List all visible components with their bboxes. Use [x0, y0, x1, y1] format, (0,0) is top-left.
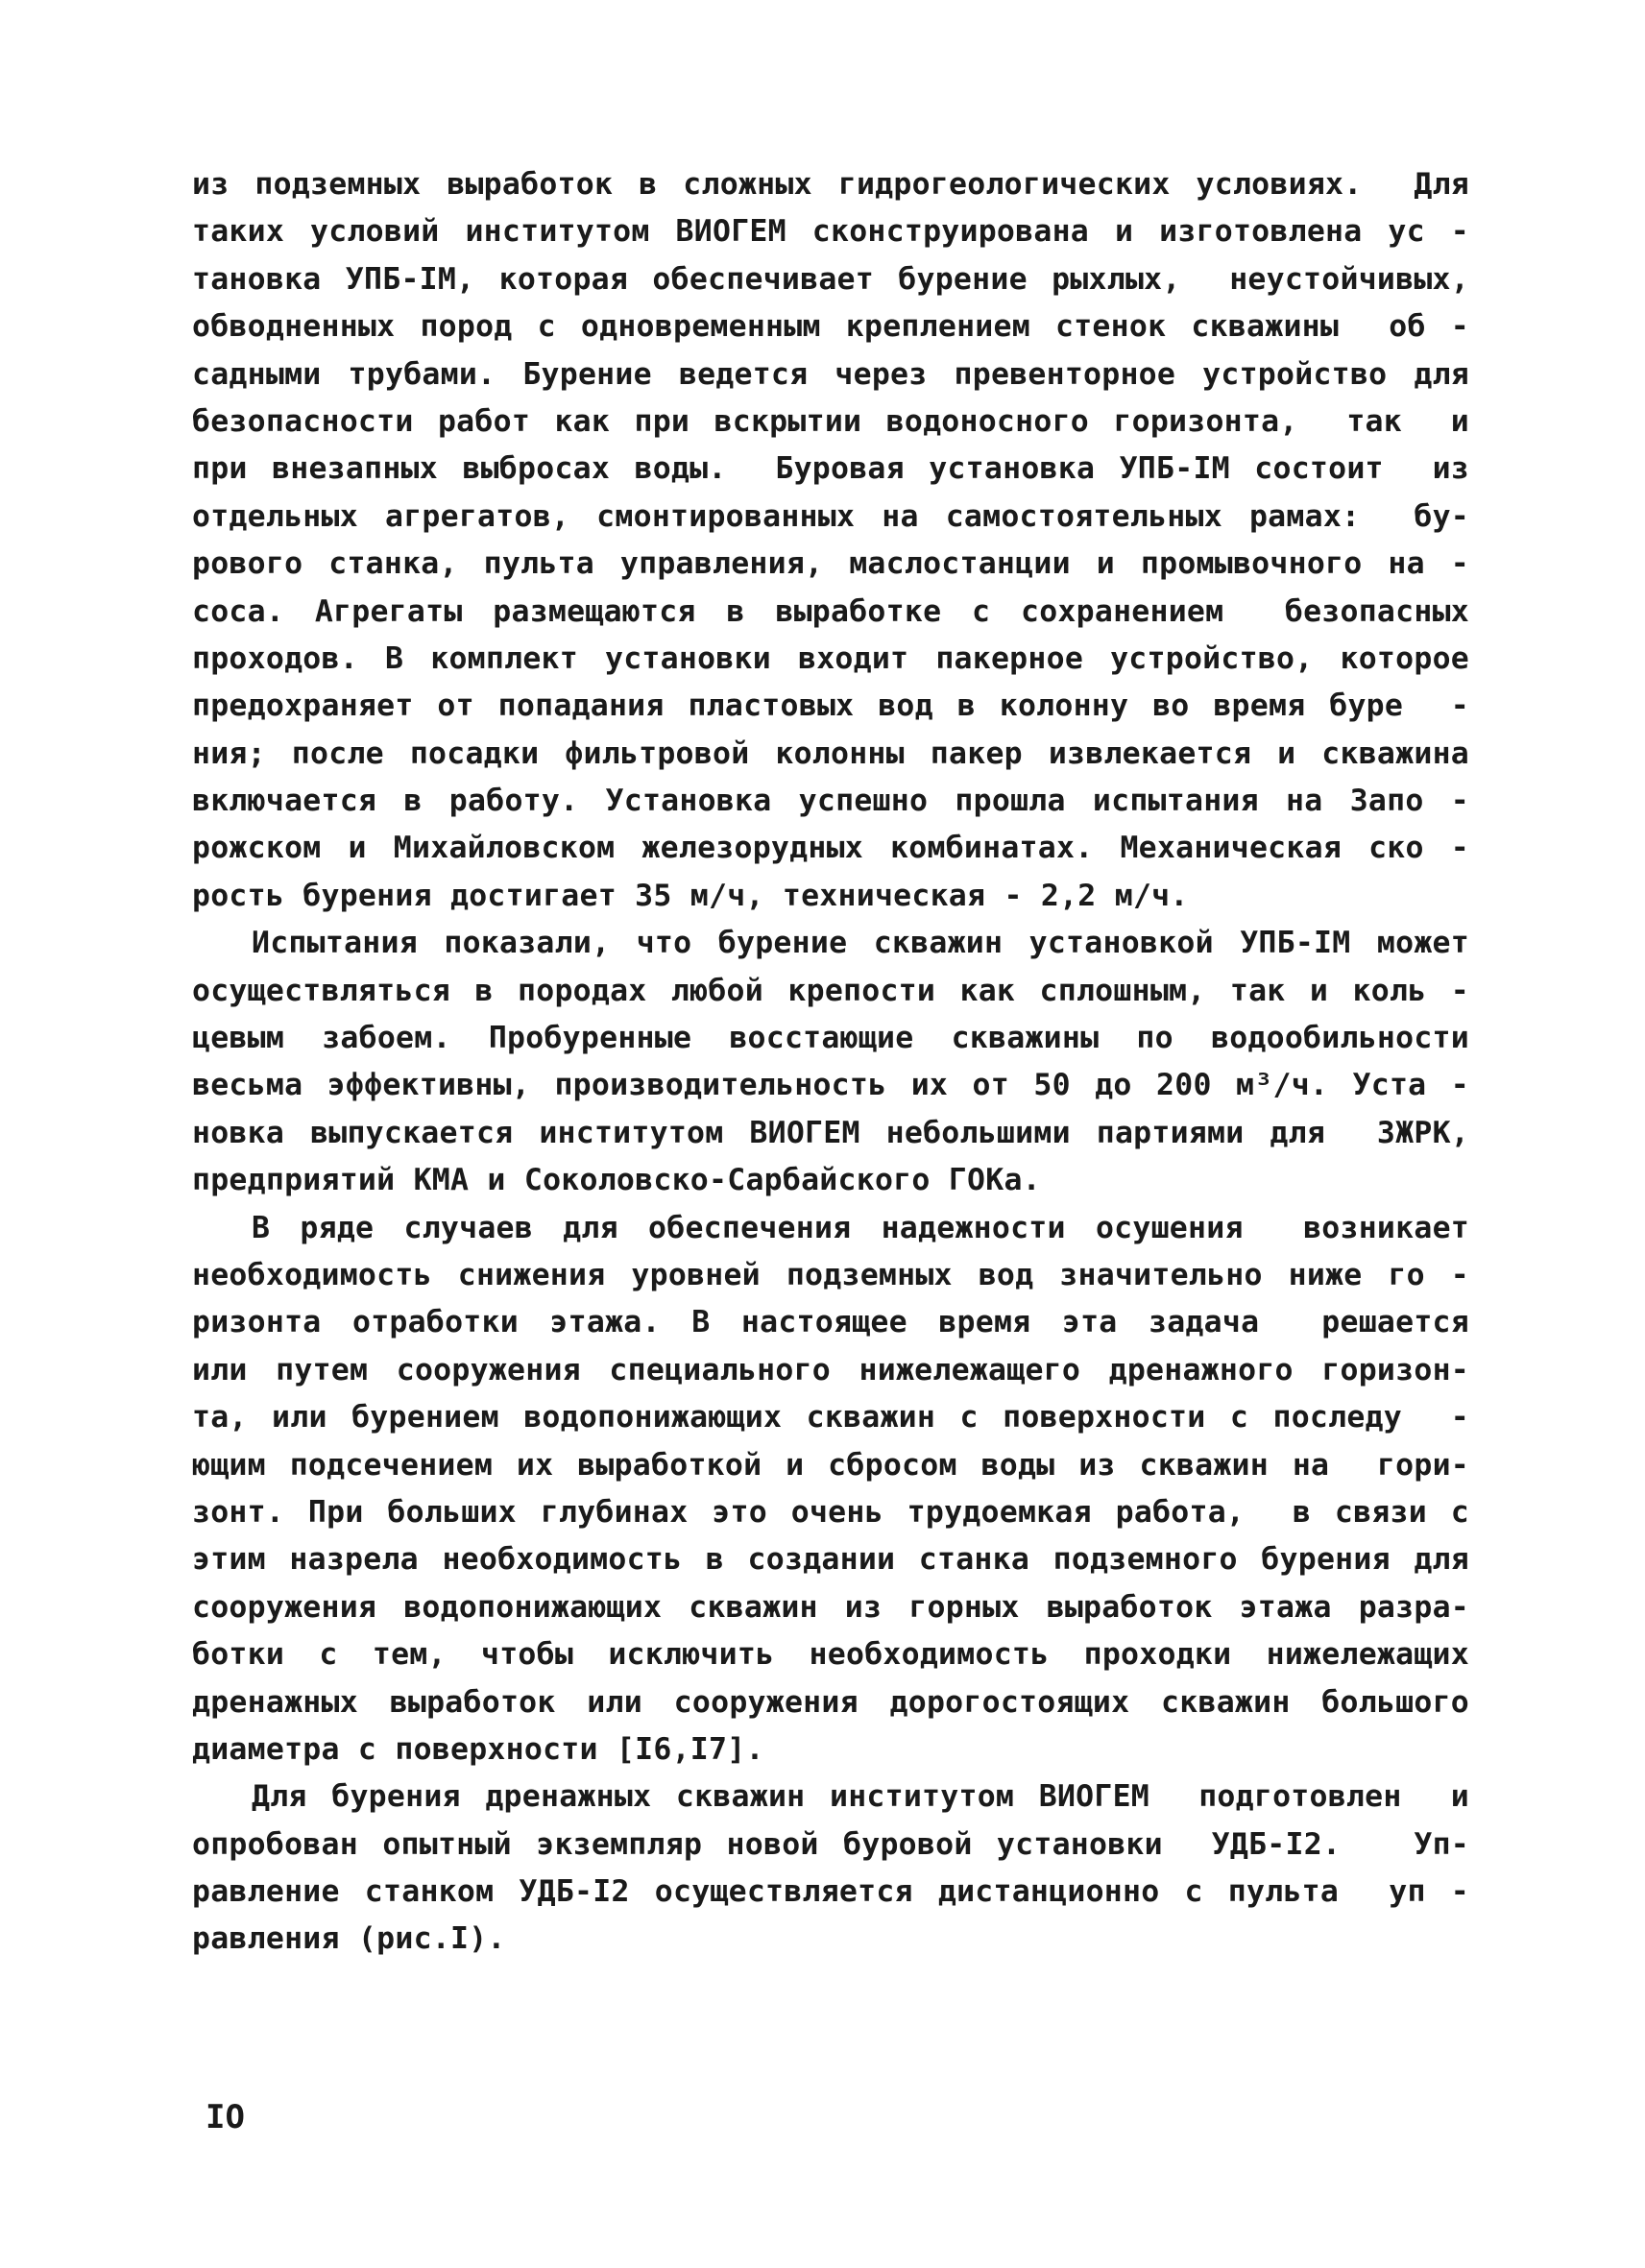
paragraph-1-line-13: ния; после посадки фильтровой колонны пакер извлекается и скважина	[192, 736, 1469, 771]
paragraph-1-line-4: обводненных пород с одновременным креплением стенок скважины об -	[192, 309, 1469, 345]
paragraph-1-line-3: тановка УПБ-IM, которая обеспечивает бурение рыхлых, неустойчивых,	[192, 261, 1469, 297]
paragraph-2-line-6: предприятий КМА и Соколовско-Сарбайского ГОКа.	[192, 1163, 1041, 1198]
paragraph-1-line-6: безопасности работ как при вскрытии водоносного горизонта, так и	[192, 403, 1469, 439]
paragraph-2-line-1: Испытания показали, что бурение скважин установкой УПБ-IM может	[252, 926, 1469, 961]
paragraph-4-line-2: опробован опытный экземпляр новой буровой установки УДБ-I2. Уп-	[192, 1826, 1469, 1862]
paragraph-3-line-11: дренажных выработок или сооружения дорогостоящих скважин большого	[192, 1684, 1469, 1720]
paragraph-3-line-6: ющим подсечением их выработкой и сбросом воды из скважин на гори-	[192, 1447, 1469, 1483]
paragraph-4-line-4: равления (рис.I).	[192, 1921, 506, 1957]
paragraph-1-line-16: рость бурения достигает 35 м/ч, техническая - 2,2 м/ч.	[192, 878, 1189, 913]
paragraph-2-line-3: цевым забоем. Пробуренные восстающие скважины по водообильности	[192, 1021, 1469, 1056]
paragraph-2-line-4: весьма эффективны, производительность их от 50 до 200 м³/ч. Уста -	[192, 1068, 1469, 1103]
paragraph-3-line-5: та, или бурением водопонижающих скважин с поверхности с последу -	[192, 1400, 1469, 1436]
paragraph-3-line-8: этим назрела необходимость в создании станка подземного бурения для	[192, 1542, 1469, 1578]
paragraph-1-line-15: рожском и Михайловском железорудных комбинатах. Механическая ско -	[192, 831, 1469, 866]
paragraph-1-line-14: включается в работу. Установка успешно прошла испытания на Запо -	[192, 784, 1469, 819]
paragraph-1-line-8: отдельных агрегатов, смонтированных на самостоятельных рамах: бу-	[192, 498, 1469, 534]
paragraph-3-line-4: или путем сооружения специального нижележащего дренажного горизон-	[192, 1352, 1469, 1387]
paragraph-1-line-1: из подземных выработок в сложных гидрогеологических условиях. Для	[192, 167, 1469, 202]
paragraph-3-line-7: зонт. При больших глубинах это очень трудоемкая работа, в связи с	[192, 1494, 1469, 1530]
paragraph-3-line-2: необходимость снижения уровней подземных вод значительно ниже го -	[192, 1257, 1469, 1292]
paragraph-3-line-3: ризонта отработки этажа. В настоящее время эта задача решается	[192, 1305, 1469, 1340]
paragraph-1-line-2: таких условий институтом ВИОГЕМ сконструирована и изготовлена ус -	[192, 214, 1469, 250]
paragraph-2-line-5: новка выпускается институтом ВИОГЕМ небольшими партиями для ЗЖРК,	[192, 1115, 1469, 1150]
paragraph-1-line-11: проходов. В комплект установки входит пакерное устройство, которое	[192, 640, 1469, 676]
paragraph-1-line-12: предохраняет от попадания пластовых вод в колонну во время буре -	[192, 688, 1469, 724]
paragraph-3-line-10: ботки с тем, чтобы исключить необходимость проходки нижележащих	[192, 1637, 1469, 1673]
paragraph-1-line-5: садными трубами. Бурение ведется через превенторное устройство для	[192, 356, 1469, 392]
paragraph-3-line-9: сооружения водопонижающих скважин из горных выработок этажа разра-	[192, 1589, 1469, 1625]
page-number: IO	[206, 2098, 245, 2136]
body-text	[192, 161, 1469, 1964]
paragraph-1-line-9: рового станка, пульта управления, маслостанции и промывочного на -	[192, 546, 1469, 582]
paragraph-1-line-10: соса. Агрегаты размещаются в выработке с сохранением безопасных	[192, 593, 1469, 629]
paragraph-3-line-1: В ряде случаев для обеспечения надежности осушения возникает	[252, 1210, 1469, 1245]
paragraph-1-line-7: при внезапных выбросах воды. Буровая установка УПБ-IM состоит из	[192, 451, 1469, 487]
paragraph-2-line-2: осуществляться в породах любой крепости как сплошным, так и коль -	[192, 973, 1469, 1008]
paragraph-4-line-3: равление станком УДБ-I2 осуществляется дистанционно с пульта уп -	[192, 1874, 1469, 1910]
paragraph-4-line-1: Для бурения дренажных скважин институтом ВИОГЕМ подготовлен и	[252, 1779, 1469, 1815]
paragraph-3-line-12: диаметра с поверхности [I6,I7].	[192, 1731, 764, 1767]
